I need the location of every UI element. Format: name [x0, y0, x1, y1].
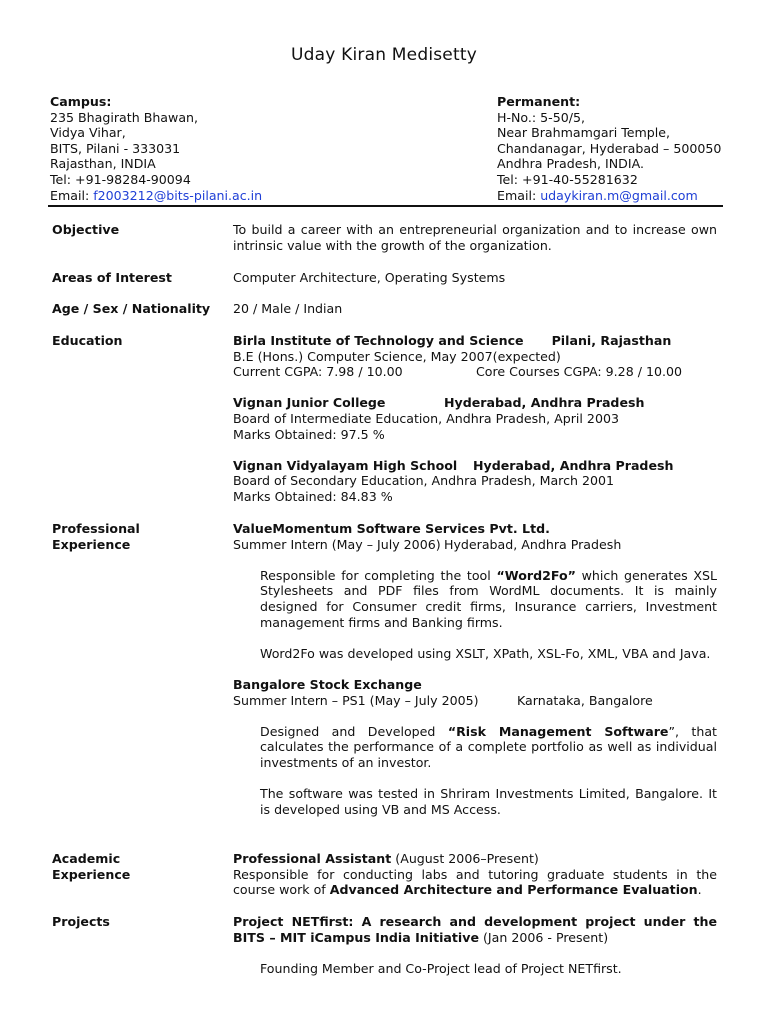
bits-cgpa: Current CGPA: 7.98 / 10.00: [233, 364, 403, 380]
academic-period: (August 2006–Present): [391, 851, 539, 866]
campus-heading: Campus:: [50, 94, 112, 109]
vm-desc-post: which generates XSL Stylesheets and PDF files from WordML documents. It is mainly designed for Consumer credit firms, Insurance carriers, Investment management firms and Banking firms.: [260, 567, 718, 630]
academic-description: [233, 867, 717, 898]
vm-place: Hyderabad, Andhra Pradesh: [444, 536, 622, 552]
campus-email-link[interactable]: f2003212@bits-pilani.ac.in: [93, 187, 263, 203]
bits-name: Birla Institute of Technology and Science: [233, 333, 524, 348]
bse-software-name: “Risk Management Software: [447, 723, 669, 739]
bse-desc-pre: Designed and Developed: [260, 723, 448, 739]
email-prefix: Email:: [497, 187, 541, 203]
vm-description: [260, 568, 717, 630]
campus-line: Rajasthan, INDIA: [50, 156, 156, 172]
education-label: Education: [52, 333, 123, 348]
bse-place: Karnataka, Bangalore: [517, 692, 653, 708]
academic-content: [233, 851, 717, 898]
bits-cgpa-row: [233, 364, 717, 380]
permanent-email-row: [497, 188, 721, 204]
junior-name: Vignan Junior College: [233, 395, 386, 411]
junior-place: Hyderabad, Andhra Pradesh: [444, 395, 645, 411]
vm-tech: Word2Fo was developed using XSLT, XPath, XSL-Fo, XML, VBA and Java.: [260, 645, 711, 661]
bse-tech: The software was tested in Shriram Investments Limited, Bangalore. It is developed using VB and MS Access.: [260, 786, 717, 817]
permanent-line: Andhra Pradesh, INDIA.: [497, 156, 644, 172]
bse-desc-post: ”, that calculates the performance of a complete portfolio as well as individual investments of an investor.: [260, 723, 717, 770]
academic-course: Advanced Architecture and Performance Evaluation: [329, 882, 698, 898]
school-name: Vignan Vidyalayam High School: [233, 457, 458, 473]
campus-line: Vidya Vihar,: [50, 125, 126, 141]
professional-label-line: Professional: [52, 521, 140, 536]
school-heading: [233, 458, 717, 474]
professional-label-line: Experience: [52, 536, 131, 552]
campus-line: Tel: +91-98284-90094: [50, 171, 191, 187]
academic-label-line: Experience: [52, 866, 131, 882]
project-title-row: [233, 914, 717, 945]
bits-heading: [233, 333, 717, 349]
header-divider: [48, 205, 723, 207]
email-prefix: Email:: [50, 187, 94, 203]
permanent-heading: Permanent:: [497, 94, 581, 109]
project-role: Founding Member and Co-Project lead of Project NETfirst.: [260, 960, 622, 976]
academic-desc-pre: Responsible for conducting labs and tutoring graduate students in the course work of: [233, 866, 717, 898]
interest-text: Computer Architecture, Operating Systems: [233, 270, 506, 285]
school-board: Board of Secondary Education, Andhra Pradesh, March 2001: [233, 473, 615, 489]
academic-title: Professional Assistant: [233, 851, 392, 866]
professional-content: [233, 521, 717, 817]
academic-label-line: Academic: [52, 851, 121, 866]
permanent-line: Tel: +91-40-55281632: [497, 171, 638, 187]
junior-board: Board of Intermediate Education, Andhra Pradesh, April 2003: [233, 410, 619, 426]
projects-label: Projects: [52, 914, 110, 929]
project-period: (Jan 2006 - Present): [479, 929, 609, 945]
age-text: 20 / Male / Indian: [233, 301, 343, 316]
vm-desc-pre: Responsible for completing the tool: [260, 567, 497, 583]
bse-company: Bangalore Stock Exchange: [233, 676, 422, 692]
school-place: Hyderabad, Andhra Pradesh: [473, 457, 674, 473]
vm-role: Summer Intern (May – July 2006): [233, 536, 441, 552]
junior-marks: Marks Obtained: 97.5 %: [233, 426, 385, 442]
bits-degree: B.E (Hons.) Computer Science, May 2007(expected): [233, 348, 561, 364]
permanent-email-link[interactable]: udaykiran.m@gmail.com: [540, 187, 698, 203]
campus-line: 235 Bhagirath Bhawan,: [50, 109, 199, 125]
permanent-line: Near Brahmamgari Temple,: [497, 125, 671, 141]
bse-description: [260, 724, 717, 771]
permanent-line: Chandanagar, Hyderabad – 500050: [497, 140, 722, 156]
bits-place: Pilani, Rajasthan: [551, 333, 672, 348]
campus-line: BITS, Pilani - 333031: [50, 140, 181, 156]
age-label: Age / Sex / Nationality: [52, 301, 211, 316]
objective-label: Objective: [52, 222, 120, 237]
academic-title-row: [233, 851, 717, 867]
permanent-address: [497, 94, 721, 203]
academic-label: [52, 851, 227, 882]
vm-company: ValueMomentum Software Services Pvt. Ltd.: [233, 521, 550, 536]
permanent-line: H-No.: 5-50/5,: [497, 109, 586, 125]
project-title: Project NETfirst: A research and development project under the BITS – MIT iCampus India Initiative: [233, 914, 717, 945]
school-marks: Marks Obtained: 84.83 %: [233, 488, 393, 504]
vm-role-row: [233, 537, 717, 553]
bits-core-cgpa: Core Courses CGPA: 9.28 / 10.00: [476, 364, 683, 380]
junior-heading: [233, 395, 717, 411]
education-content: [233, 333, 717, 505]
vm-tool-name: “Word2Fo”: [496, 567, 576, 583]
resume-name: Uday Kiran Medisetty: [291, 45, 477, 65]
academic-desc-post: .: [697, 882, 702, 898]
projects-content: [233, 914, 717, 976]
bse-role: Summer Intern – PS1 (May – July 2005): [233, 692, 479, 708]
professional-label: [52, 521, 227, 552]
bse-role-row: [233, 693, 717, 709]
campus-address: [50, 94, 262, 203]
objective-text: To build a career with an entrepreneurial organization and to increase own intrinsic value with the growth of the organization.: [233, 222, 717, 253]
interest-label: Areas of Interest: [52, 270, 172, 285]
campus-email-row: [50, 188, 262, 204]
